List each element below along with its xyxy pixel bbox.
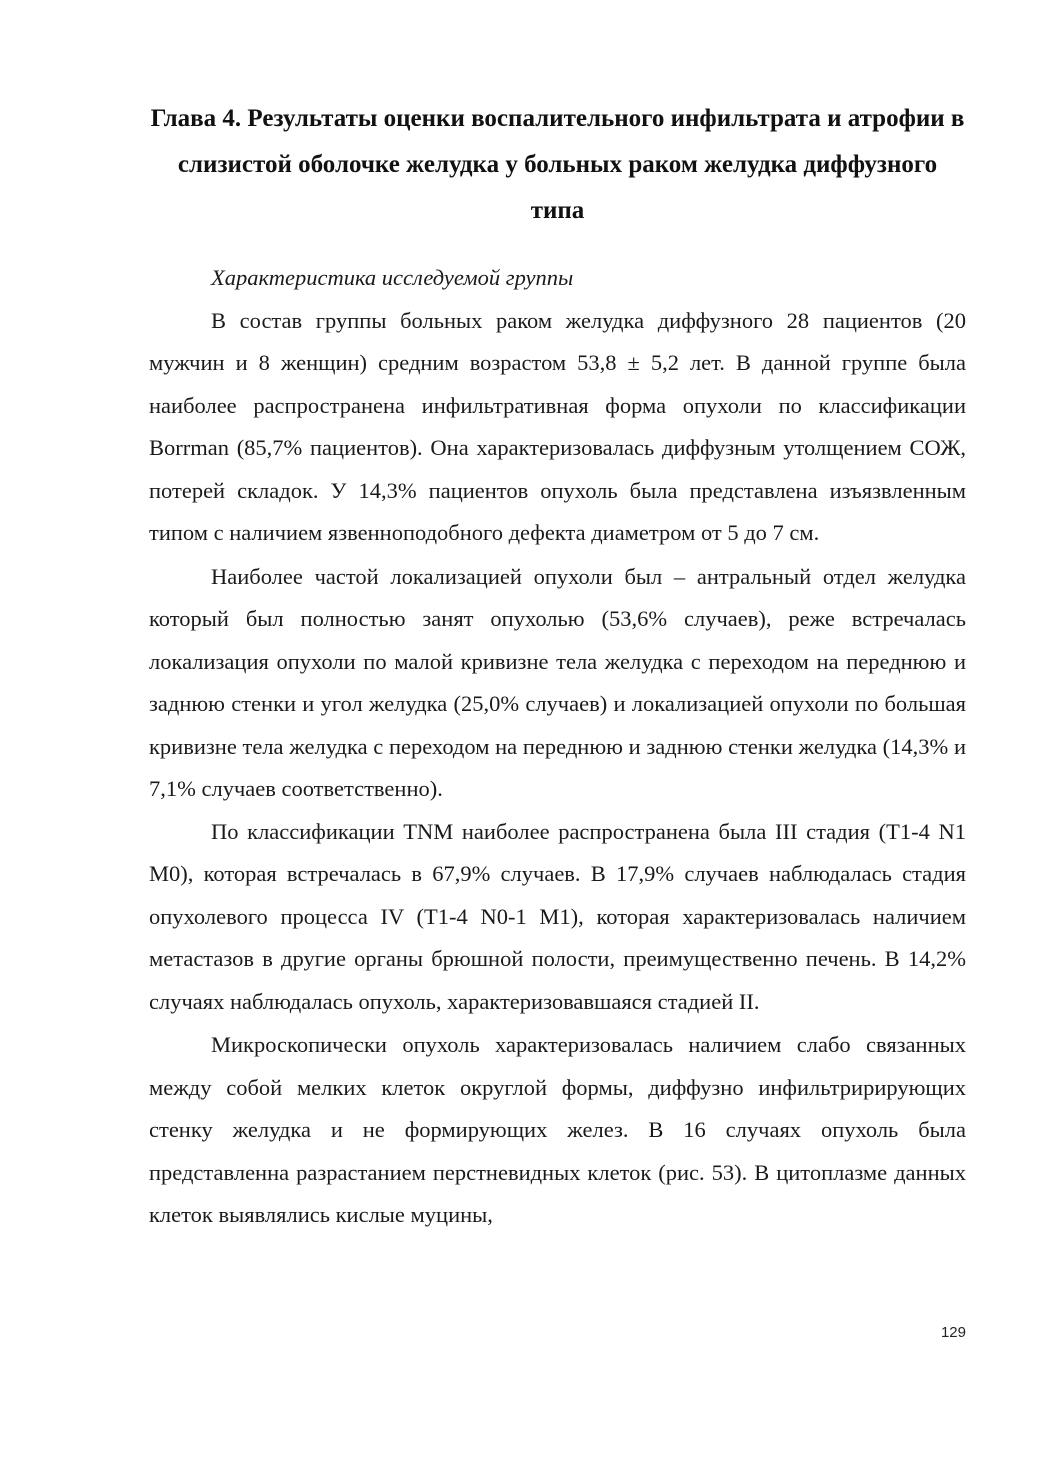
paragraph-tumor-localization: Наиболее частой локализацией опухоли был – антральный отдел желудка который был полностью занят опухолью (53,6% случаев), реже встречалась локализация опухоли по малой кривизне тела желудка с переходом на переднюю и заднюю стенки и угол желудка (25,0% случаев) и локализацией опухоли по большая кривизне тела желудка с переходом на переднюю и заднюю стенки желудка (14,3% и 7,1% случаев соответственно). — [149, 563, 966, 801]
paragraph-tnm-stage: По классификации TNM наиболее распространена была III стадия (T1-4 N1 M0), которая встречалась в 67,9% случаев. В 17,9% случаев наблюдалась стадия опухолевого процесса IV (T1-4 N0-1 M1), которая характеризовалась наличием метастазов в другие органы брюшной полости, преимущественно печень. В 14,2% случаях наблюдалась опухоль, характеризовавшаяся стадией II. — [149, 818, 966, 1014]
page-content — [149, 96, 966, 1237]
chapter-title: Глава 4. Результаты оценки воспалительного инфильтрата и атрофии в слизистой оболочке желудка у больных раком желудка диффузного типа — [150, 105, 965, 224]
page-number: 129 — [940, 1324, 966, 1341]
paragraph-microscopy: Микроскопически опухоль характеризовалась наличием слабо связанных между собой мелких клеток округлой формы, диффузно инфильтририрующих стенку желудка и не формирующих желез. В 16 случаях опухоль была представленна разрастанием перстневидных клеток (рис. 53). В цитоплазме данных клеток выявлялись кислые муцины, — [149, 1032, 966, 1227]
section-heading: Характеристика исследуемой группы — [211, 265, 574, 290]
paragraph-group-composition: В состав группы больных раком желудка диффузного 28 пациентов (20 мужчин и 8 женщин) средним возрастом 53,8 ± 5,2 лет. В данной группе была наиболее распространена инфильтративная форма опухоли по классификации Borrman (85,7% пациентов). Она характеризовалась диффузным утолщением СОЖ, потерей складок. У 14,3% пациентов опухоль была представлена изъязвленным типом с наличием язвенноподобного дефекта диаметром от 5 до 7 см. — [149, 307, 966, 545]
